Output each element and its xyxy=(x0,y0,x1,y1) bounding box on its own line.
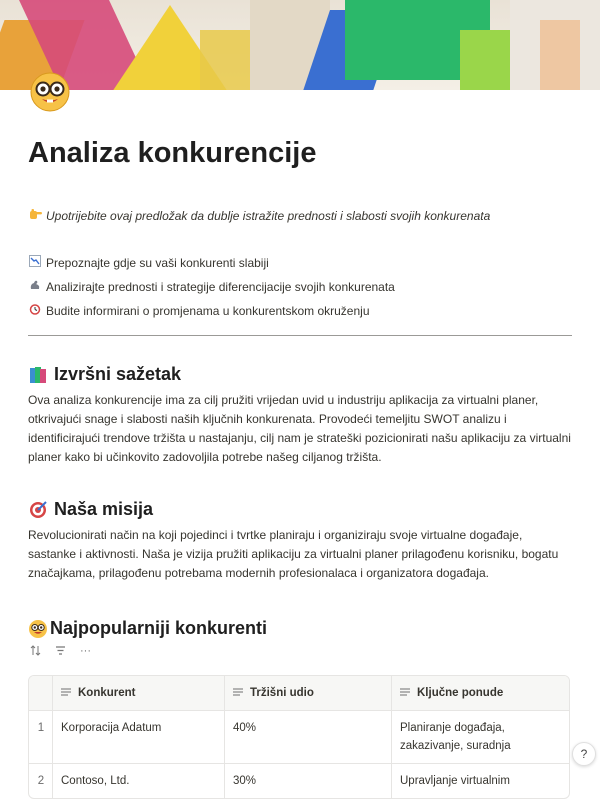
competitors-heading xyxy=(28,618,572,639)
table-toolbar xyxy=(30,645,91,659)
summary-text: Ova analiza konkurencije ima za cilj pružiti vrijedan uvid u industriju aplikacija za virtualni planer, otkrivajući snage i slabosti naših ključnih konkurenata. Provodeći temeljitu SWOT analizu i identificirajući trendove tržišta u nastajanju, cilj nam je strateški pozicionirati našu aplikaciju za virtualni planer kako bi učinkovito zadovoljila potrebe našeg ciljanog tržišta. xyxy=(28,393,571,464)
cell-key-offerings[interactable]: Planiranje događaja, zakazivanje, suradnja xyxy=(391,711,558,763)
cover-image xyxy=(0,0,600,90)
row-number: 2 xyxy=(37,775,45,787)
column-header-market-share[interactable]: Tržišni udio xyxy=(224,676,391,710)
text-property-icon xyxy=(61,684,71,702)
more-options-icon[interactable]: ··· xyxy=(80,645,91,657)
list-item-label: Analizirajte prednosti i strategije diferencijacije svojih konkurenata xyxy=(46,280,395,294)
pointing-hand-icon xyxy=(28,208,42,223)
nerd-face-icon[interactable] xyxy=(28,70,72,114)
summary-heading xyxy=(28,364,572,385)
divider xyxy=(28,335,572,336)
row-number: 1 xyxy=(37,722,45,734)
cell-competitor[interactable]: Contoso, Ltd. xyxy=(52,764,224,798)
table-header-row xyxy=(29,676,569,710)
mission-section xyxy=(28,499,572,583)
list-item xyxy=(28,303,395,327)
target-icon xyxy=(28,500,48,520)
competitors-section xyxy=(28,618,572,639)
column-header-key-offerings[interactable]: Ključne ponude xyxy=(391,676,558,710)
alarm-clock-icon xyxy=(28,303,42,319)
summary-title: Izvršni sažetak xyxy=(54,364,182,384)
page-title: Analiza konkurencije xyxy=(28,137,317,169)
filter-icon[interactable] xyxy=(55,645,66,659)
goal-list xyxy=(28,255,395,327)
mission-title: Naša misija xyxy=(54,499,154,519)
text-property-icon xyxy=(233,684,243,702)
mission-heading xyxy=(28,499,572,520)
list-item xyxy=(28,279,395,303)
flexed-arm-icon xyxy=(28,279,42,295)
summary-section xyxy=(28,364,572,467)
table-row[interactable] xyxy=(29,763,569,798)
table-row[interactable] xyxy=(29,710,569,763)
list-item-label: Budite informirani o promjenama u konkurentskom okruženju xyxy=(46,304,370,318)
competitors-table xyxy=(28,675,570,799)
cell-competitor[interactable]: Korporacija Adatum xyxy=(52,711,224,763)
help-button[interactable]: ? xyxy=(572,742,596,766)
list-item xyxy=(28,255,395,279)
competitors-title: Najpopularniji konkurenti xyxy=(50,618,268,638)
mission-text: Revolucionirati način na koji pojedinci i tvrtke planiraju i organiziraju svoje virtualne događaje, sastanke i aktivnosti. Naša je vizija pružiti aplikaciju za virtualni planer prilagođenu korisniku, bogatu značajkama, prilagođenu potrebama modernih profesionalaca i organizatora događaja. xyxy=(28,528,559,580)
cell-market-share[interactable]: 30% xyxy=(224,764,391,798)
cell-key-offerings[interactable]: Upravljanje virtualnim xyxy=(391,764,558,798)
sort-icon[interactable] xyxy=(30,645,41,659)
chart-decreasing-icon xyxy=(28,255,42,271)
cell-market-share[interactable]: 40% xyxy=(224,711,391,763)
callout-label: Upotrijebite ovaj predložak da dublje istražite prednosti i slabosti svojih konkurenata xyxy=(46,209,491,223)
list-item-label: Prepoznajte gdje su vaši konkurenti slabiji xyxy=(46,256,269,270)
text-property-icon xyxy=(400,684,410,702)
callout-text xyxy=(28,208,490,223)
nerd-face-icon xyxy=(28,619,48,639)
column-header-competitor[interactable]: Konkurent xyxy=(52,676,224,710)
books-icon xyxy=(28,365,48,385)
